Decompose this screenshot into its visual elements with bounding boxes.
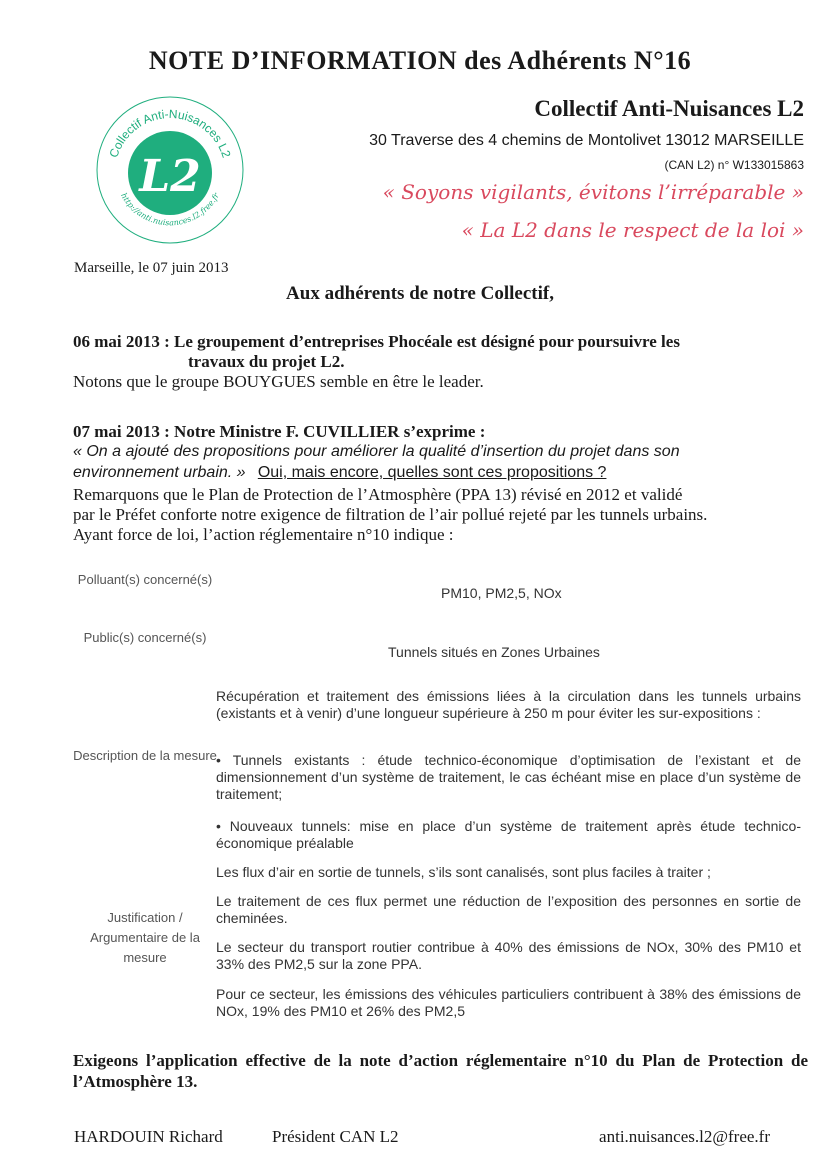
section-1 xyxy=(73,332,808,392)
minister-quote-1: « On a ajouté des propositions pour améliorer la qualité d’insertion du projet dans son xyxy=(73,443,680,460)
section-1-date: 06 mai 2013 : xyxy=(73,332,170,351)
section-2-body-1: Remarquons que le Plan de Protection de l’Atmosphère (PPA 13) révisé en 2012 et validé xyxy=(73,485,683,504)
section-2-heading: 07 mai 2013 : Notre Ministre F. CUVILLIER s’exprime : xyxy=(73,422,486,441)
minister-quote-2: environnement urbain. » xyxy=(73,464,246,481)
section-1-heading-cont: travaux du projet L2. xyxy=(188,352,345,371)
org-name: Collectif Anti-Nuisances L2 xyxy=(534,96,804,121)
justification-para-2: Le traitement de ces flux permet une réduction de l’exposition des personnes en sortie de cheminées. xyxy=(216,893,801,926)
closing-statement: Exigeons l’application effective de la note d’action réglementaire n°10 du Plan de Protection de l’Atmosphère 13. xyxy=(73,1051,808,1091)
letter-date: Marseille, le 07 juin 2013 xyxy=(74,260,229,276)
collectif-logo xyxy=(95,95,245,245)
signature-role: Président CAN L2 xyxy=(272,1127,399,1146)
org-registration: (CAN L2) n° W133015863 xyxy=(664,158,804,172)
org-address: 30 Traverse des 4 chemins de Montolivet 13012 MARSEILLE xyxy=(369,132,804,149)
section-2 xyxy=(73,422,808,545)
description-label: Description de la mesure xyxy=(73,748,217,763)
section-2-body-2: par le Préfet conforte notre exigence de filtration de l’air pollué rejeté par les tunnels urbains. xyxy=(73,505,708,524)
page-title: NOTE D’INFORMATION des Adhérents N°16 xyxy=(148,46,692,75)
section-2-body-3: Ayant force de loi, l’action réglementaire n°10 indique : xyxy=(73,525,454,544)
signature-email[interactable]: anti.nuisances.l2@free.fr xyxy=(599,1127,770,1146)
description-para-1: Récupération et traitement des émissions liées à la circulation dans les tunnels urbains (existants et à venir) d’une longueur supérieure à 250 m pour éviter les sur-expositions : xyxy=(216,688,801,721)
polluants-label: Polluant(s) concerné(s) xyxy=(77,572,213,587)
slogan-1: « Soyons vigilants, évitons l’irréparable » xyxy=(382,180,804,204)
public-label: Public(s) concerné(s) xyxy=(83,630,207,645)
logo-center: L2 xyxy=(139,151,201,202)
question: Oui, mais encore, quelles sont ces propositions ? xyxy=(257,464,607,481)
public-value: Tunnels situés en Zones Urbaines xyxy=(388,644,600,660)
section-1-heading: Le groupement d’entreprises Phocéale est désigné pour poursuivre les xyxy=(174,332,680,351)
logo-bottom-text: http://anti.nuisances.l2.free.fr xyxy=(118,191,222,228)
greeting: Aux adhérents de notre Collectif, xyxy=(286,283,554,304)
description-para-3: • Nouveaux tunnels: mise en place d’un système de traitement après étude technico-économique préalable xyxy=(216,818,801,851)
justification-para-1: Les flux d’air en sortie de tunnels, s’ils sont canalisés, sont plus faciles à traiter ; xyxy=(216,864,711,880)
signature-name: HARDOUIN Richard xyxy=(74,1127,223,1146)
justification-para-3: Le secteur du transport routier contribue à 40% des émissions de NOx, 30% des PM10 et 33% des PM2,5 sur la zone PPA. xyxy=(216,939,801,972)
slogan-2: « La L2 dans le respect de la loi » xyxy=(461,218,804,242)
polluants-value: PM10, PM2,5, NOx xyxy=(441,585,562,601)
logo-ring-text: Collectif Anti-Nuisances L2 xyxy=(106,106,234,160)
justification-para-4: Pour ce secteur, les émissions des véhicules particuliers contribuent à 38% des émissions de NOx, 19% des PM10 et 26% des PM2,5 xyxy=(216,986,801,1019)
section-1-body: Notons que le groupe BOUYGUES semble en être le leader. xyxy=(73,372,484,391)
description-para-2: • Tunnels existants : étude technico-économique d’optimisation de l’existant et de dimensionnement d’un système de traitement, le cas échéant mise en place d’un système de traitement; xyxy=(216,752,801,802)
justification-label: Justification / Argumentaire de la mesure xyxy=(90,910,200,965)
